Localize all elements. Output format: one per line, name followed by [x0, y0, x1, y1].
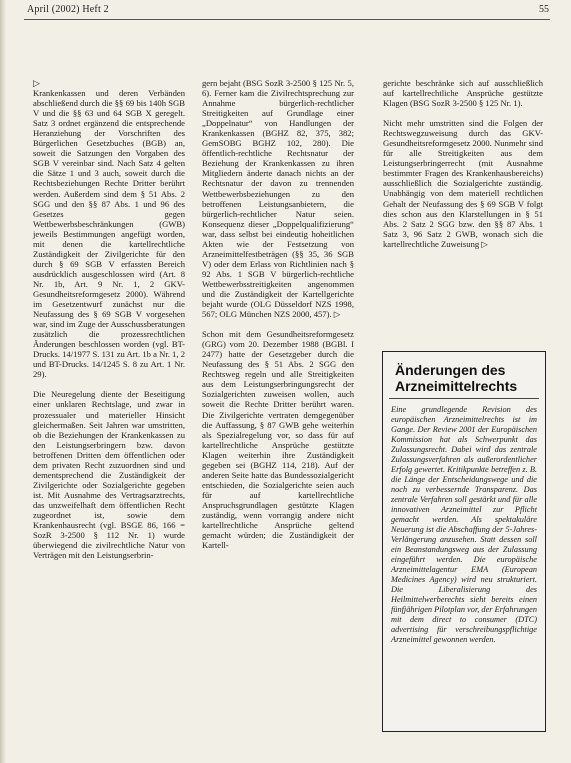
column-2 — [202, 78, 354, 560]
box-title-line: Arzneimittelrechts — [395, 378, 518, 394]
box-text: Eine grundlegende Revision des europäischen Arzneimittelrechts ist im Gange. Der Review 2001 der Europäischen Kommission hat als Schwerpunkt das Zulassungsrecht. Dabei wird das zentrale Zulassungsverfahren als außerordentlicher Erfolg gewertet. Kritikpunkte betreffen z. B. die Länge der Entscheidungswege und die noch zu verbessernde Transparenz. Das zentrale Verfahren soll gestärkt und für alle innovativen Arzneimittel zur Pflicht gemacht werden. Als spektakuläre Neuerung ist die Abschaffung der 5-Jahres-Verlängerung anzusehen. Statt dessen soll ein Beanstandungsweg aus der Zulassung eingeführt werden. Die europäische Arzneimittelagentur EMA (European Medicines Agency) wird neu strukturiert. Die Liberalisierung des Heilmittelwerberechts sieht bereits einen fünfjährigen Pilotplan vor, der Erfahrungen mit dem direct to consumer (DTC) advertising für verschreibungspflichtige Arzneimittel gewonnen werden. — [391, 405, 537, 644]
column-1 — [33, 78, 185, 570]
paragraph: gern bejaht (BSG SozR 3-2500 § 125 Nr. 5, 6). Ferner kam die Zivilrechtsprechung zur Annahme bürgerlich-rechtlicher Streitigkeiten auf Grundlage einer „Doppelnatur“ von Handlungen der Krankenkassen (BGHZ 82, 375, 382; GemSOBG BGHZ 102, 280). Die öffentlich-rechtliche Rechtsnatur der Beziehung der Krankenkassen zu ihren Mitgliedern änderte danach nichts an der Rechtsnatur der davon zu trennenden Wettbewerbsbeziehungen zu den betroffenen Leistungsanbietern, die bürgerlich-rechtlicher Natur seien. Konsequenz dieser „Doppelqualifizierung“ war, dass selbst bei eindeutig hoheitlichen Akten wie der Festsetzung von Arzneimittelfestbeträgen (§§ 35, 36 SGB V) oder dem Erlass von Richtlinien nach § 92 Abs. 1 SGB V bürgerlich-rechtliche Wettbewerbsstreitigkeiten angenommen und die Zuständigkeit der Kartellgerichte bejaht wurde (OLG Düsseldorf NZS 1998, 567; OLG München NZS 2000, 457). ▷ — [202, 78, 354, 320]
header-rule — [24, 19, 550, 20]
box-title-line: Änderungen des — [395, 362, 506, 378]
paragraph: Nicht mehr umstritten sind die Folgen der Rechtswegzuweisung durch das GKV-Gesundheitsreformgesetz 2000. Nunmehr sind für alle Streitigkeiten aus dem Leistungserbringerrecht (mit Ausnahme bestimmter Fragen des Krankenhausbereichs) ausschließlich die Sozialgerichte zuständig. Unabhängig von dem materiell rechtlichen Gehalt der Neufassung des § 69 SGB V folgt dies schon aus den Klarstellungen in § 51 Abs. 2 Satz 2 SGG bzw. den §§ 87 Abs. 1 Satz 3, 96 Satz 2 GWB, wonach sich die kartellrechtliche Zuweisung ▷ — [383, 118, 543, 249]
sidebar-box — [382, 351, 546, 732]
paragraph: Die Neuregelung diente der Beseitigung einer unklaren Rechtslage, und zwar in prozessualer und materieller Hinsicht gleichermaßen. Seit Jahren war umstritten, ob die Beziehungen der Krankenkassen zu den Leistungserbringern bzw. davon betroffenen Dritten dem öffentlichen oder dem privaten Recht zuzuordnen sind und dementsprechend die Zuständigkeit der Zivilgerichte oder Sozialgerichte gegeben ist. Mit Ausnahme des Vertragsarztrechts, das unzweifelhaft dem öffentlichen Recht zugeordnet ist, sowie dem Krankenhausrecht (vgl. BSGE 86, 166 = SozR 3-2500 § 112 Nr. 1) wurde überwiegend die zivilrechtliche Natur von Verträgen mit den Leistungserbrin- — [33, 389, 185, 561]
running-header: April (2002) Heft 2 — [27, 4, 109, 15]
column-3 — [383, 78, 543, 259]
paragraph: Krankenkassen und deren Verbänden abschließend durch die §§ 69 bis 140h SGB V und die §§ 63 und 64 SGB X geregelt. Satz 3 ordnet ergänzend die entsprechende Heranziehung der Vorschriften des Bürgerlichen Gesetzbuches (BGB) an, soweit die Satzungen den Vorgaben des SGB V vereinbar sind. Nach Satz 4 gelten die Sätze 1 und 3 auch, soweit durch die Rechtsbeziehungen Rechte Dritter berührt werden. Außerdem sind dem § 51 Abs. 2 SGG und den §§ 87 Abs. 1 und 96 des Gesetzes gegen Wettbewerbsbeschränkungen (GWB) jeweils Bestimmungen angefügt worden, mit denen die kartellrechtliche Zuständigkeit der Zivilgerichte für den durch § 69 SGB V erfassten Bereich ausdrücklich ausgeschlossen wird (Art. 8 Nr. 1b, Art. 9 Nr. 1, 2 GKV-Gesundheitsreformgesetz 2000). Während im Gesetzentwurf zunächst nur die Neufassung des § 69 SGB V vorgesehen war, sind im Zuge der Ausschussberatungen zusätzlich die prozessrechtlichen Änderungen beschlossen worden (vgl. BT-Drucks. 14/1977 S. 131 zu Art. 1b a Nr. 1, 2 und BT-Drucks. 14/1245 S. 8 zu Art. 1 Nr. 29). — [33, 88, 185, 380]
page-number: 55 — [539, 4, 549, 15]
continuation-arrow-icon: ▷ — [33, 78, 40, 88]
paragraph: Schon mit dem Gesundheitsreformgesetz (GRG) vom 20. Dezember 1988 (BGBl. I 2477) hatte der Gesetzgeber durch die Neufassung des § 51 Abs. 2 SGG den Rechtsweg regeln und alle Streitigkeiten aus dem Leistungserbringungsrecht der Sozialgerichten zuweisen wollen, auch soweit die Rechte Dritter berührt waren. Die Zivilgerichte vertraten demgegenüber die Auffassung, § 87 GWB gehe weiterhin als Spezialregelung vor, so dass für auf kartellrechtliche Ansprüche gestützte Klagen weiterhin ihre Zuständigkeit gegeben sei (BGHZ 114, 218). Auf der anderen Seite hatte das Bundessozialgericht entschieden, die Sozialgerichte seien auch für auf kartellrechtliche Anspruchsgrundlagen gestützte Klagen zuständig, wenn vorrangig andere nicht kartellrechtliche Ansprüche geltend gemacht würden; die Zuständigkeit der Kartell- — [202, 329, 354, 551]
paragraph: gerichte beschränke sich auf ausschließlich auf kartellrechtliche Ansprüche gestützte Klagen (BSG SozR 3-2500 § 125 Nr. 1). — [383, 78, 543, 109]
box-divider — [389, 398, 539, 399]
page-edge-shadow — [0, 0, 6, 763]
box-title — [383, 362, 545, 394]
